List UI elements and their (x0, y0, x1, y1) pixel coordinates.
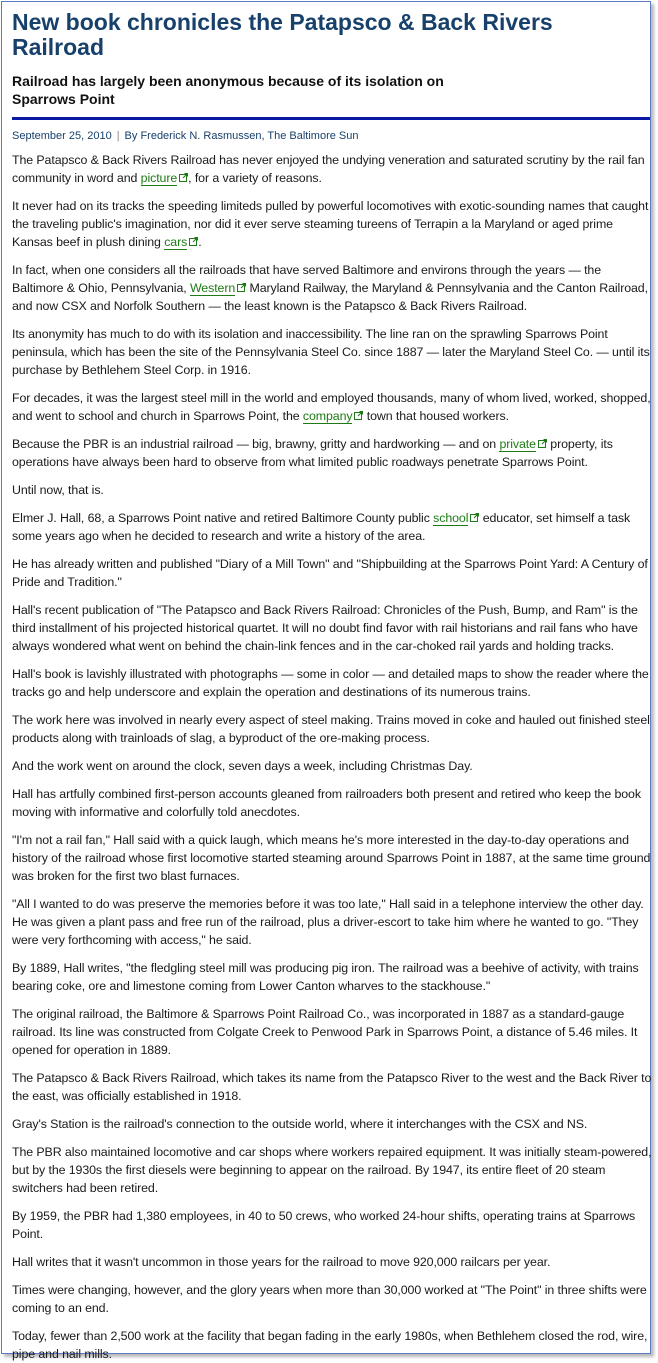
byline-separator: | (116, 130, 120, 142)
keyword-link-school[interactable]: school (433, 511, 469, 525)
external-link-icon[interactable] (354, 411, 363, 420)
paragraph-23: Hall writes that it wasn't uncommon in those years for the railroad to move 920,000 railcars per year. (12, 1255, 551, 1269)
external-link-icon[interactable] (179, 173, 188, 182)
paragraph-10: Hall's recent publication of "The Patapsco and Back Rivers Railroad: Chronicles of the Push, Bump, and Ram" is the third installment of his projected historical quartet. It will no doubt find favor with rail historians and rail fans who have always wondered what went on behind the chain-link fences and in the car-choked rail yards and holding tracks. (12, 603, 638, 653)
subheadline: Railroad has largely been anonymous because of its isolation on Sparrows Point (12, 73, 444, 107)
header-rule (12, 117, 650, 120)
paragraph-text: Elmer J. Hall, 68, a Sparrows Point native and retired Baltimore County public (12, 511, 434, 525)
external-link-icon[interactable] (237, 283, 246, 292)
paragraph-6 (12, 435, 652, 471)
paragraph-text: town that housed workers. (363, 409, 509, 423)
paragraph-9: He has already written and published "Diary of a Mill Town" and "Shipbuilding at the Sparrows Point Yard: A Century of Pride and Tradition." (12, 557, 648, 589)
keyword-link-cars[interactable]: cars (164, 235, 188, 249)
paragraph-15: "I'm not a rail fan," Hall said with a quick laugh, which means he's more interested in the day-to-day operations and history of the railroad whose first locomotive started steaming around Sparrows Point in 1887, at the same time ground was broken for the first two blast furnaces. (12, 833, 651, 883)
keyword-link-private[interactable]: private (499, 437, 536, 451)
external-link-icon[interactable] (189, 237, 198, 246)
keyword-link-picture[interactable]: picture (140, 171, 178, 185)
paragraph-8 (12, 509, 652, 545)
paragraph-text: In fact, when one considers all the railroads that have served Baltimore and environs through the years — the Baltimore & Ohio, Pennsylvania, (12, 263, 602, 295)
paragraph-24: Times were changing, however, and the glory years when more than 30,000 worked at "The Point" in three shifts were coming to an end. (12, 1283, 647, 1315)
external-link-icon[interactable] (538, 439, 547, 448)
paragraph-17: By 1889, Hall writes, "the fledgling steel mill was producing pig iron. The railroad was a beehive of activity, with trains bearing coke, ore and limestone coming from Lower Canton wharves to the stackhouse." (12, 961, 639, 993)
keyword-link-company[interactable]: company (302, 409, 353, 423)
paragraph-21: The PBR also maintained locomotive and car shops where workers repaired equipment. It was initially steam-powered, but by the 1930s the first diesels were beginning to appear on the railroad. By 1947, its entire fleet of 20 steam switchers had been retired. (12, 1145, 652, 1195)
paragraph-text: Maryland Railway, the Maryland & Pennsylvania and the Canton Railroad, and now CSX and Norfolk Southern — the least known is the Patapsco & Back Rivers Railroad. (12, 281, 648, 313)
paragraph-18: The original railroad, the Baltimore & Sparrows Point Railroad Co., was incorporated in 1887 as a standard-gauge railroad. Its line was constructed from Colgate Creek to Penwood Park in Sparrows Point, a distance of 5.46 miles. It opened for operation in 1889. (12, 1007, 638, 1057)
article-frame (1, 1, 652, 1361)
article-body (12, 151, 652, 1363)
paragraph-25: Today, fewer than 2,500 work at the facility that began fading in the early 1980s, when Bethlehem closed the rod, wire, pipe and nail mills. (12, 1329, 648, 1361)
paragraph-text: For decades, it was the largest steel mill in the world and employed thousands, many of whom lived, worked, shopped, and went to school and church in Sparrows Point, the (12, 391, 651, 423)
paragraph-text: , for a variety of reasons. (188, 171, 322, 185)
headline: New book chronicles the Patapsco & Back Rivers Railroad (12, 9, 553, 60)
publish-date: September 25, 2010 (12, 130, 112, 142)
paragraph-3 (12, 261, 652, 315)
paragraph-2 (12, 197, 652, 251)
paragraph-4: Its anonymity has much to do with its isolation and inaccessibility. The line ran on the sprawling Sparrows Point peninsula, which has been the site of the Pennsylvania Steel Co. since 1887 — later the Maryland Steel Co. — until its purchase by Bethlehem Steel Corp. in 1916. (12, 327, 650, 377)
paragraph-14: Hall has artfully combined first-person accounts gleaned from railroaders both present and retired who keep the book moving with informative and colorfully told anecdotes. (12, 787, 641, 819)
paragraph-5 (12, 389, 652, 425)
paragraph-19: The Patapsco & Back Rivers Railroad, which takes its name from the Patapsco River to the west and the Back River to the east, was officially established in 1918. (12, 1071, 652, 1103)
paragraph-text: Because the PBR is an industrial railroad — big, brawny, gritty and hardworking — and on (12, 437, 500, 451)
paragraph-20: Gray's Station is the railroad's connection to the outside world, where it interchanges with the CSX and NS. (12, 1117, 588, 1131)
paragraph-11: Hall's book is lavishly illustrated with photographs — some in color — and detailed maps to show the reader where the tracks go and help underscore and explain the operation and destinations of its numerous trains. (12, 667, 649, 699)
paragraph-13: And the work went on around the clock, seven days a week, including Christmas Day. (12, 759, 473, 773)
paragraph-16: "All I wanted to do was preserve the memories before it was too late," Hall said in a telephone interview the other day. He was given a plant pass and free run of the railroad, plus a driver-escort to take him where he wanted to go. "They were very forthcoming with access," he said. (12, 897, 644, 947)
paragraph-text: property, its operations have always been hard to observe from what limited public roadways penetrate Sparrows Point. (12, 437, 613, 469)
paragraph-text: The Patapsco & Back Rivers Railroad has never enjoyed the undying veneration and saturated scrutiny by the rail fan community in word and (12, 153, 645, 185)
author-credit: By Frederick N. Rasmussen, The Baltimore Sun (124, 130, 359, 142)
external-link-icon[interactable] (470, 513, 479, 522)
paragraph-22: By 1959, the PBR had 1,380 employees, in 40 to 50 crews, who worked 24-hour shifts, operating trains at Sparrows Point. (12, 1209, 636, 1241)
paragraph-text: It never had on its tracks the speeding limiteds pulled by powerful locomotives with exotic-sounding names that caught the traveling public's imagination, nor did it ever serve steaming tureens of Terrapin a la Maryland or aged prime Kansas beef in plush dining (12, 199, 649, 249)
paragraph-text: educator, set himself a task some years ago when he decided to research and write a history of the area. (12, 511, 631, 543)
paragraph-1 (12, 151, 652, 187)
keyword-link-western[interactable]: Western (189, 281, 236, 295)
paragraph-text: . (198, 235, 202, 249)
byline (12, 129, 650, 143)
paragraph-7: Until now, that is. (12, 483, 104, 497)
paragraph-12: The work here was involved in nearly every aspect of steel making. Trains moved in coke and hauled out finished steel products along with trainloads of slag, a byproduct of the ore-making process. (12, 713, 650, 745)
